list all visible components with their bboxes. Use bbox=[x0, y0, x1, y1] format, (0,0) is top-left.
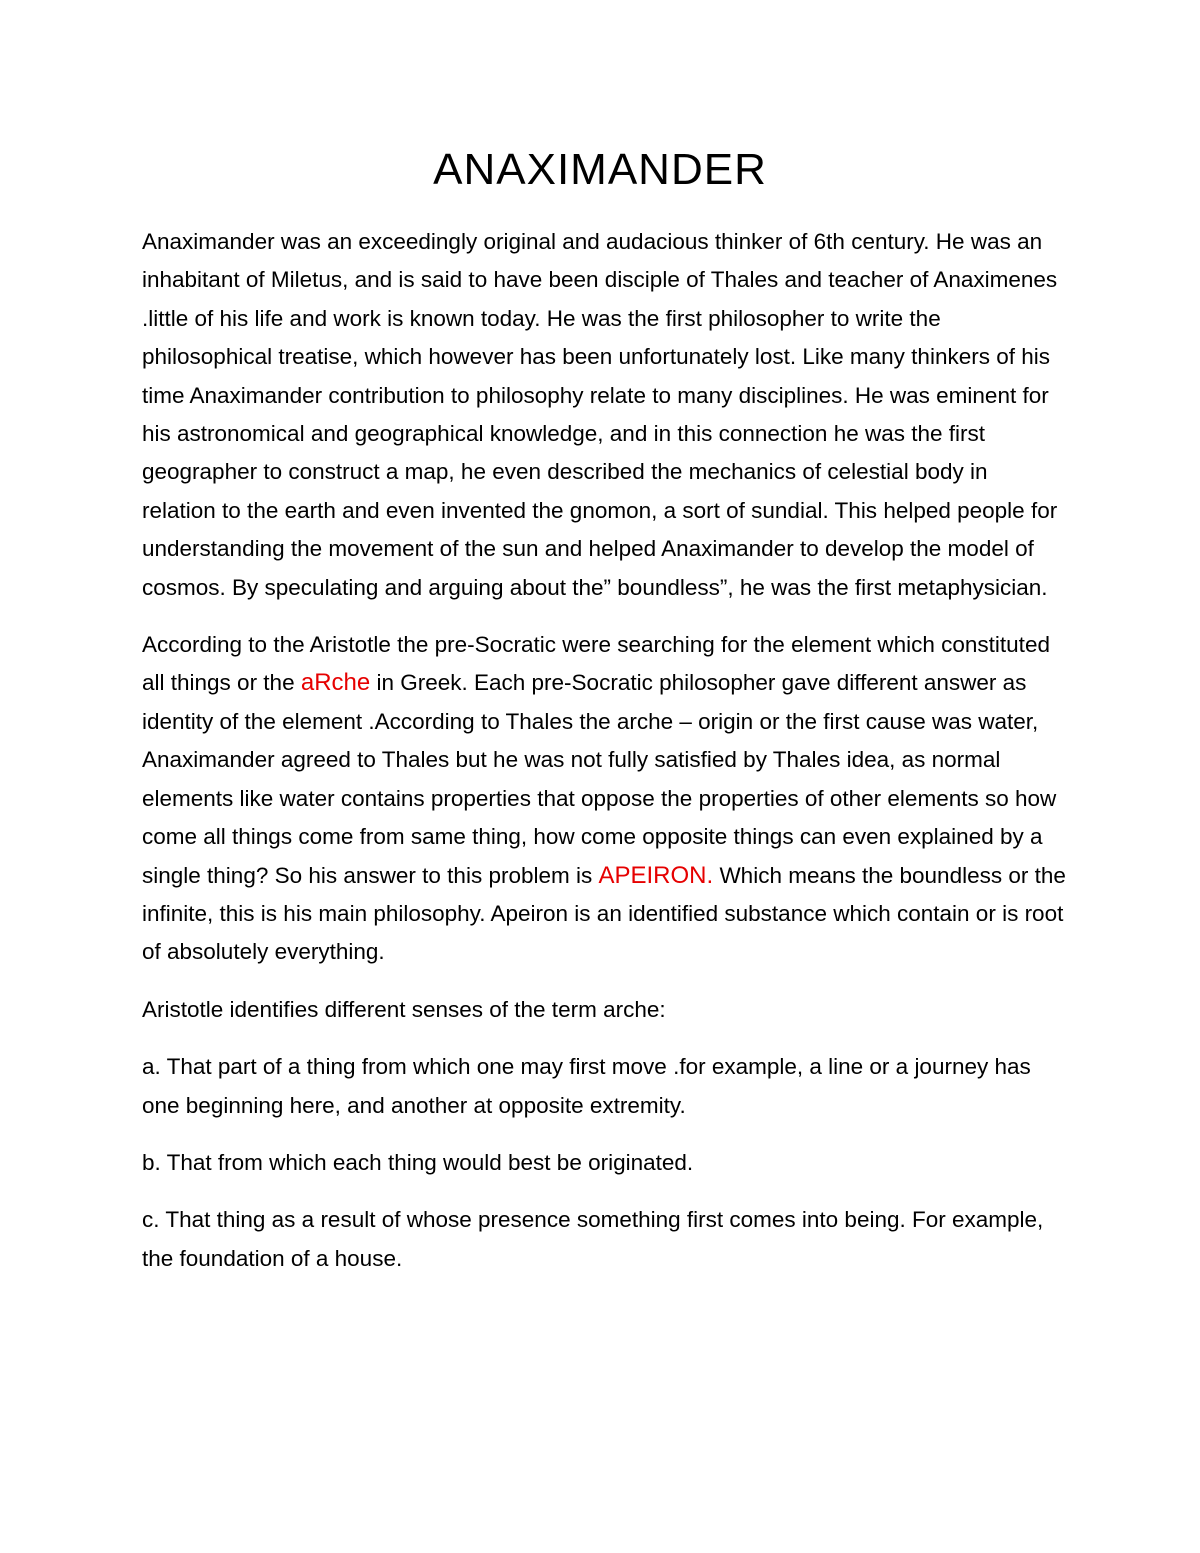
paragraph-senses-intro: Aristotle identifies different senses of the term arche: bbox=[142, 996, 666, 1022]
list-item-a: a. That part of a thing from which one may first move .for example, a line or a journey has one beginning here, and another at opposite extremity. bbox=[142, 1054, 1031, 1118]
page-title: ANAXIMANDER bbox=[433, 145, 767, 194]
paragraph-arche-text-3: Which means the boundless or the infinite, this is his main philosophy. Apeiron is an identified substance which contain or is root of absolutely everything. bbox=[142, 862, 1066, 965]
term-apeiron: APEIRON. bbox=[598, 861, 714, 889]
list-item-b: b. That from which each thing would best be originated. bbox=[142, 1149, 694, 1175]
paragraph-intro: Anaximander was an exceedingly original and audacious thinker of 6th century. He was an inhabitant of Miletus, and is said to have been disciple of Thales and teacher of Anaximenes .little of his life and work is known today. He was the first philosopher to write the philosophical treatise, which however has been unfortunately lost. Like many thinkers of his time Anaximander contribution to philosophy relate to many disciplines. He was eminent for his astronomical and geographical knowledge, and in this connection he was the first geographer to construct a map, he even described the mechanics of celestial body in relation to the earth and even invented the gnomon, a sort of sundial. This helped people for understanding the movement of the sun and helped Anaximander to develop the model of cosmos. By speculating and arguing about the” boundless”, he was the first metaphysician. bbox=[142, 229, 1058, 600]
paragraph-arche bbox=[142, 626, 1067, 972]
paragraph-arche-text-2: in Greek. Each pre-Socratic philosopher gave different answer as identity of the element .According to Thales the arche – origin or the first cause was water, Anaximander agreed to Thales but he was not fully satisfied by Thales idea, as normal elements like water contains properties that oppose the properties of other elements so how come all things come from same thing, how come opposite things can even explained by a single thing? So his answer to this problem is bbox=[142, 670, 1057, 888]
term-arche: aRche bbox=[300, 669, 371, 697]
list-item-c: c. That thing as a result of whose presence something first comes into being. For example, the foundation of a house. bbox=[142, 1207, 1044, 1271]
document-body bbox=[142, 223, 1067, 1278]
paragraph-arche-text-1: According to the Aristotle the pre-Socratic were searching for the element which constituted all things or the bbox=[142, 632, 1050, 696]
